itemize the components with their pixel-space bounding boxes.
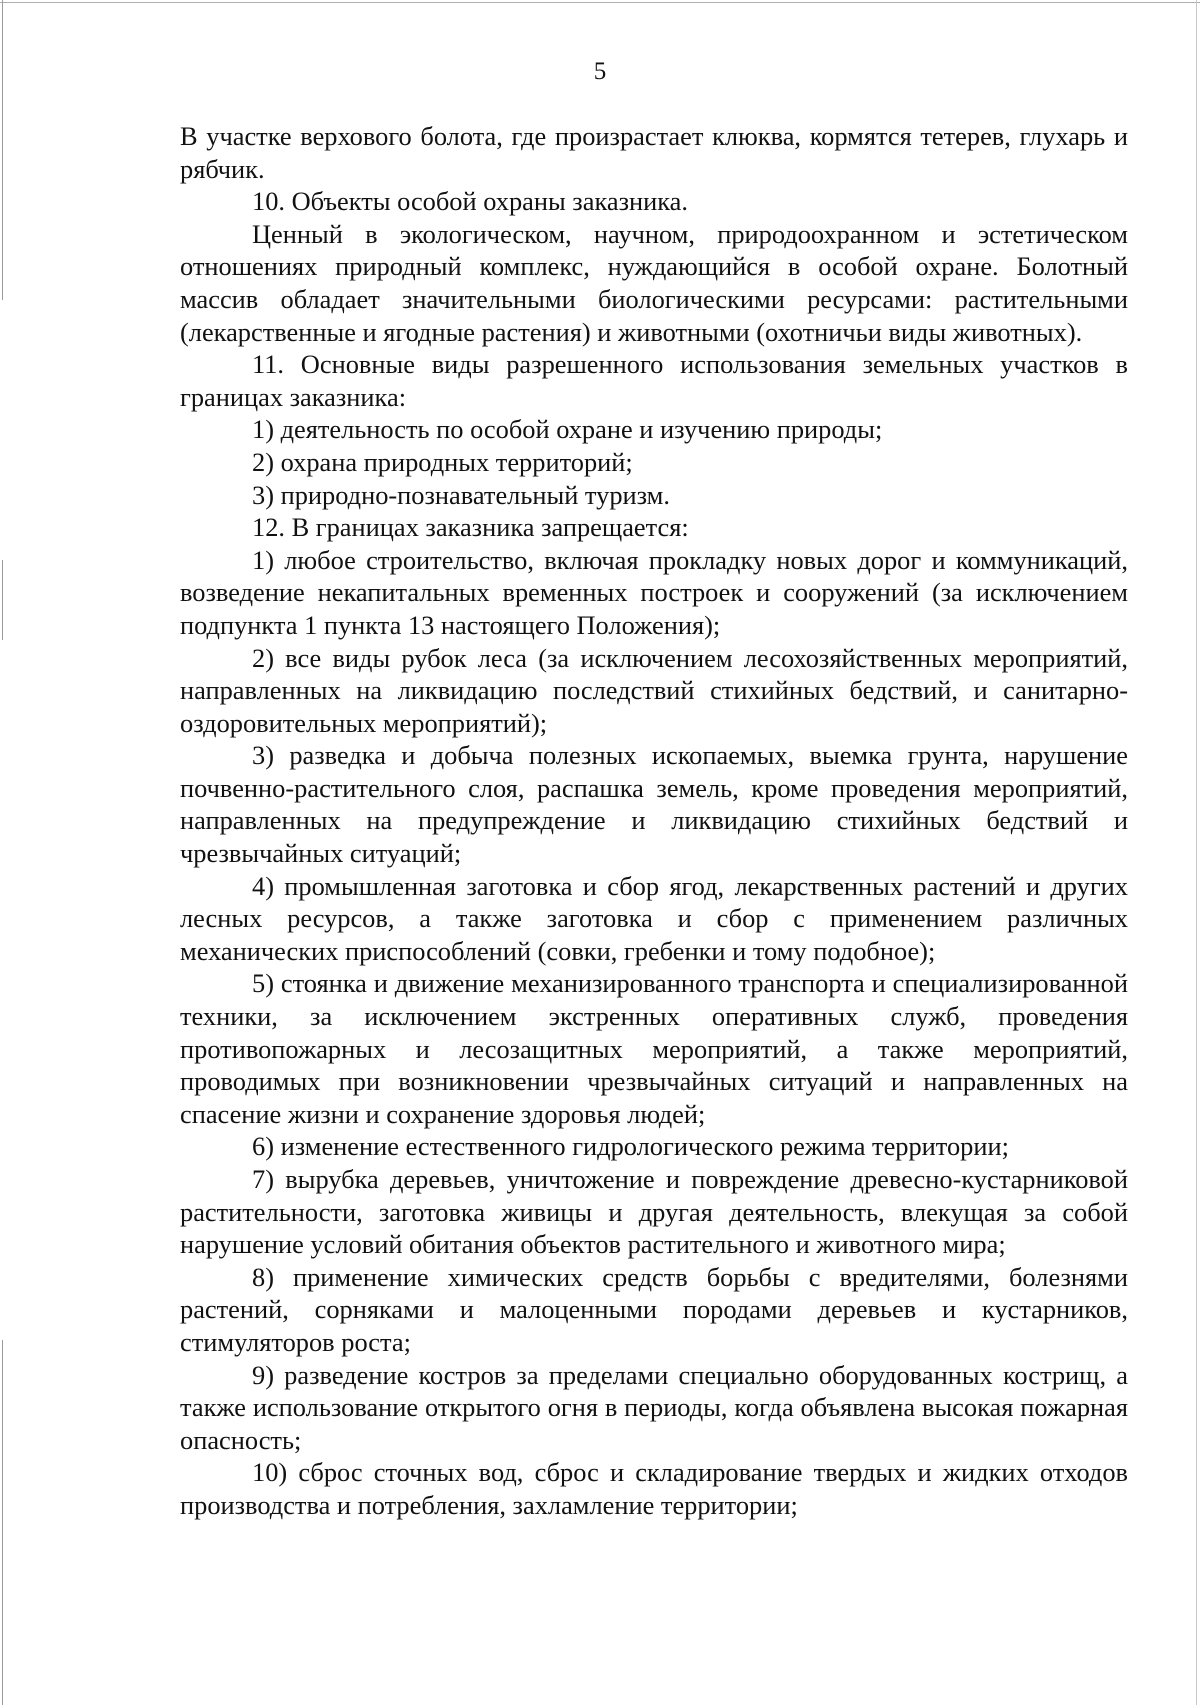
document-body (180, 120, 1128, 1522)
scan-edge-right (1196, 0, 1197, 1705)
scan-edge-top (0, 2, 1200, 3)
page-number: 5 (593, 58, 607, 85)
scan-edge-left-lower (2, 1340, 3, 1705)
section-12-item-3: 3) разведка и добыча полезных ископаемых, выемка грунта, нарушение почвенно-растительного слоя, распашка земель, кроме проведения мероприятий, направленных на предупреждение и ликвидацию стихийных бедствий и чрезвычайных ситуаций; (180, 740, 1128, 869)
section-12-item-2: 2) все виды рубок леса (за исключением лесохозяйственных мероприятий, направленных на ликвидацию последствий стихийных бедствий, и санитарно-оздоровительных мероприятий); (180, 642, 1128, 738)
section-12-item-6: 6) изменение естественного гидрологического режима территории; (252, 1131, 1009, 1162)
section-11-item-1: 1) деятельность по особой охране и изучению природы; (252, 414, 883, 445)
section-12-item-5: 5) стоянка и движение механизированного транспорта и специализированной техники, за исключением экстренных оперативных служб, проведения противопожарных и лесозащитных мероприятий, а также мероприятий, проводимых при возникновении чрезвычайных ситуаций и направленных на спасение жизни и сохранение здоровья людей; (180, 968, 1128, 1129)
section-12-item-1: 1) любое строительство, включая прокладку новых дорог и коммуникаций, возведение некапитальных временных построек и сооружений (за исключением подпункта 1 пункта 13 настоящего Положения); (180, 544, 1128, 640)
section-12-heading: 12. В границах заказника запрещается: (252, 512, 689, 543)
section-11-heading: 11. Основные виды разрешенного использования земельных участков в границах заказника: (180, 349, 1128, 412)
scan-edge-left-mid (2, 560, 3, 640)
section-11-item-2: 2) охрана природных территорий; (252, 446, 633, 477)
scan-edge-left-upper (2, 0, 3, 300)
section-12-item-8: 8) применение химических средств борьбы с вредителями, болезнями растений, сорняками и малоценными породами деревьев и кустарников, стимуляторов роста; (180, 1261, 1128, 1357)
section-11-item-3: 3) природно-познавательный туризм. (252, 479, 670, 510)
paragraph-continuation: В участке верхового болота, где произрастает клюква, кормятся тетерев, глухарь и рябчик. (180, 121, 1128, 184)
section-12-item-7: 7) вырубка деревьев, уничтожение и повреждение древесно-кустарниковой растительности, заготовка живицы и другая деятельность, влекущая за собой нарушение условий обитания объектов растительного и животного мира; (180, 1164, 1128, 1260)
section-10-text: Ценный в экологическом, научном, природоохранном и эстетическом отношениях природный комплекс, нуждающийся в особой охране. Болотный массив обладает значительными биологическими ресурсами: растительными (лекарственные и ягодные растения) и животными (охотничьи виды животных). (180, 218, 1128, 347)
section-12-item-4: 4) промышленная заготовка и сбор ягод, лекарственных растений и других лесных ресурсов, а также заготовка и сбор с применением различных механических приспособлений (совки, гребенки и тому подобное); (180, 870, 1128, 966)
section-12-item-10: 10) сброс сточных вод, сброс и складирование твердых и жидких отходов производства и потребления, захламление территории; (180, 1457, 1128, 1520)
section-10-heading: 10. Объекты особой охраны заказника. (252, 186, 688, 217)
section-12-item-9: 9) разведение костров за пределами специально оборудованных кострищ, а также использование открытого огня в периоды, когда объявлена высокая пожарная опасность; (180, 1359, 1128, 1455)
